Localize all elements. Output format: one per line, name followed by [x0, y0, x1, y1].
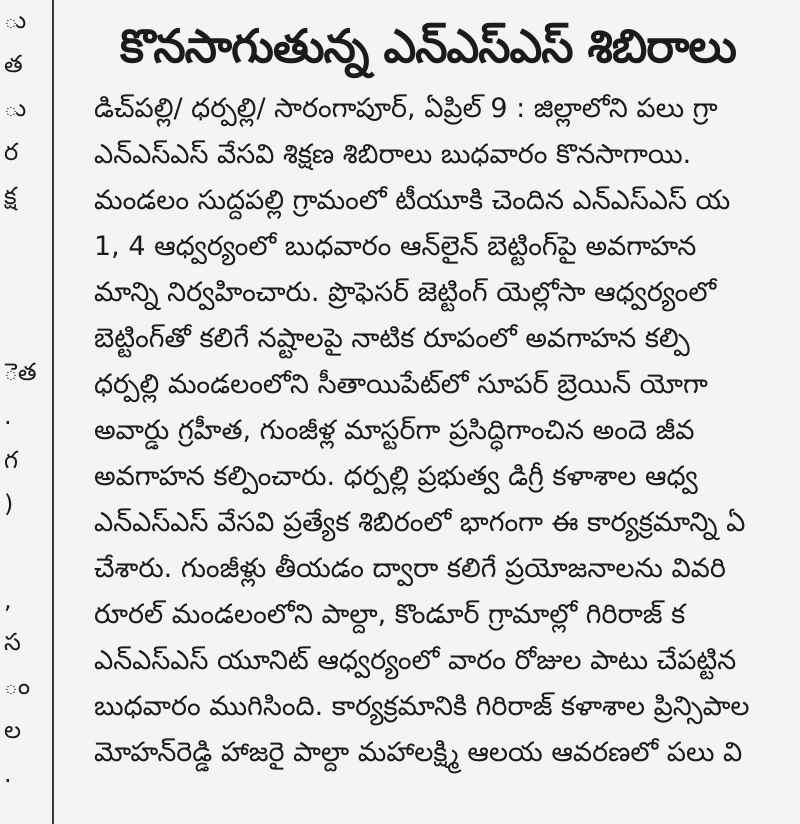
article-body — [94, 86, 800, 824]
adjacent-text-fragment: . — [4, 402, 12, 430]
adjacent-text-fragment: ు — [4, 94, 27, 122]
adjacent-text-fragment: త — [4, 50, 23, 78]
article-line: బెట్టింగ్‌తో కలిగే నష్టాలపై నాటిక రూపంలో అవగాహన కల్పి — [94, 323, 690, 354]
adjacent-column-fragment — [0, 0, 40, 824]
adjacent-text-fragment: . — [4, 760, 12, 788]
article-line: డిచ్‌పల్లి/ ధర్పల్లి/ సారంగాపూర్, ఏప్రిల్ 9 : జిల్లాలోని పలు గ్రా — [94, 93, 718, 124]
article-line: మండలం సుద్దపల్లి గ్రామంలో టీయూకి చెందిన ఎన్‌ఎస్‌ఎస్ య — [94, 185, 731, 216]
article-line: ఎన్‌ఎస్‌ఎస్ యూనిట్ ఆధ్వర్యంలో వారం రోజుల పాటు చేపట్టిన — [94, 645, 737, 676]
article-headline: కొనసాగుతున్న ఎన్‌ఎస్‌ఎస్ శిబిరాలు — [120, 19, 736, 73]
adjacent-text-fragment: క్ష — [4, 182, 17, 210]
article-line: ఎన్‌ఎస్‌ఎస్ వేసవి ప్రత్యేక శిబిరంలో భాగంగా ఈ కార్యక్రమాన్ని ఏ — [94, 507, 746, 538]
adjacent-text-fragment: స — [4, 628, 21, 656]
adjacent-text-fragment: , — [4, 586, 12, 614]
adjacent-text-fragment: ల — [4, 716, 22, 744]
article-line: ఎన్‌ఎస్‌ఎస్ వేసవి శిక్షణ శిబిరాలు బుధవారం కొనసాగాయి. — [94, 139, 692, 170]
article-line: 1, 4 ఆధ్వర్యంలో బుధవారం ఆన్‌లైన్ బెట్టింగ్‌పై అవగాహన — [94, 231, 697, 262]
article-line: ధర్పల్లి మండలంలోని సీతాయిపేట్‌లో సూపర్ బ్రెయిన్ యోగా — [94, 369, 708, 400]
adjacent-text-fragment: ెత — [4, 358, 37, 386]
article-line: అవార్డు గ్రహీత, గుంజీళ్ల మాస్టర్‌గా ప్రసిద్ధిగాంచిన అందె జీవ — [94, 415, 695, 446]
adjacent-text-fragment: ం — [4, 672, 31, 700]
adjacent-text-fragment: గ — [4, 446, 18, 474]
article-line: మాన్ని నిర్వహించారు. ప్రొఫెసర్ జెట్టింగ్ యెల్లోసా ఆధ్వర్యంలో — [94, 277, 717, 308]
article-line: అవగాహన కల్పించారు. ధర్పల్లి ప్రభుత్వ డిగ్రీ కళాశాల ఆధ్వ — [94, 461, 698, 492]
article-line: మోహన్‌రెడ్డి హాజరై పాల్దా మహాలక్ష్మి ఆలయ ఆవరణలో పలు వి — [94, 737, 743, 768]
adjacent-text-fragment: ు — [4, 6, 27, 34]
adjacent-text-fragment: ) — [4, 490, 14, 518]
column-divider — [52, 0, 54, 824]
article-line: చేశారు. గుంజీళ్లు తీయడం ద్వారా కలిగే ప్రయోజనాలను వివరి — [94, 553, 726, 584]
article-line: బుధవారం ముగిసింది. కార్యక్రమానికి గిరిరాజ్ కళాశాల ప్రిన్సిపాల — [94, 691, 750, 722]
article-line: రూరల్ మండలంలోని పాల్దా, కొండూర్ గ్రామాల్లో గిరిరాజ్ క — [94, 599, 686, 630]
adjacent-text-fragment: ర — [4, 138, 19, 166]
